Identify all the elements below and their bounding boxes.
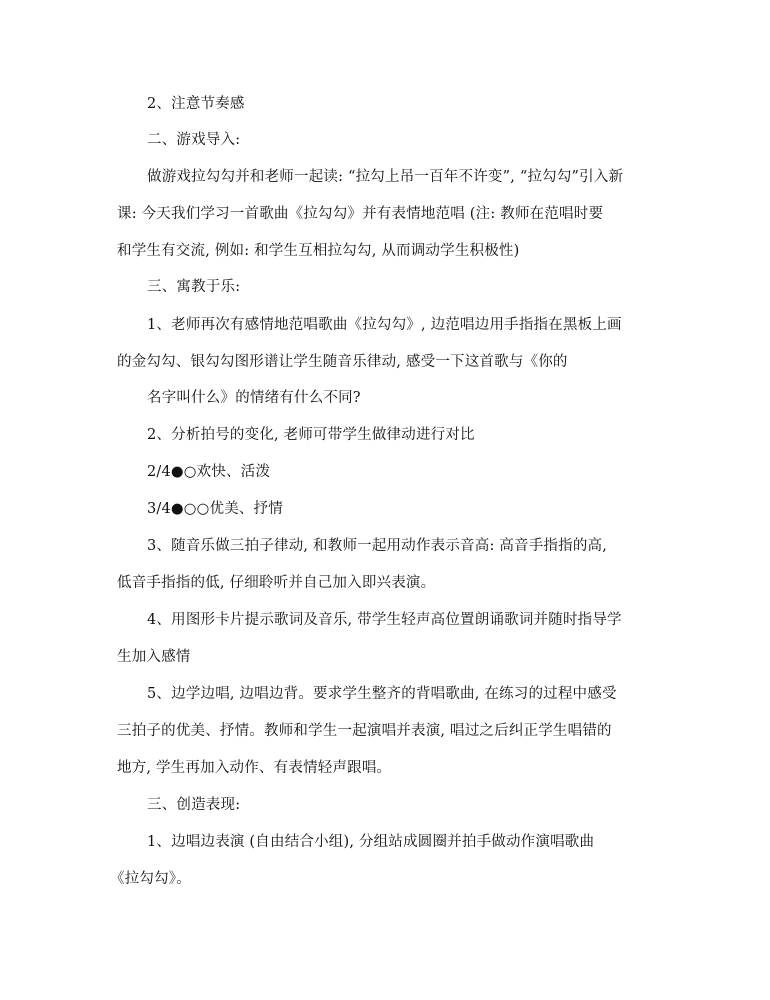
text-line-15: 4、用图形卡片提示歌词及音乐, 带学生轻声高位置朗诵歌词并随时指导学: [147, 612, 622, 628]
text-line-8: 的金勾勾、银勾勾图形谱让学生随音乐律动, 感受一下这首歌与《你的: [117, 354, 568, 370]
text-line-9: 名字叫什么》的情绪有什么不同?: [147, 390, 361, 406]
text-line-13: 3、随音乐做三拍子律动, 和教师一起用动作表示音高: 高音手指指的高,: [147, 538, 608, 554]
text-line-11: 2/4●○欢快、活泼: [147, 464, 271, 480]
text-line-18: 三拍子的优美、抒情。教师和学生一起演唱并表演, 唱过之后纠正学生唱错的: [117, 723, 612, 739]
text-line-22: 《拉勾勾》。: [110, 871, 191, 887]
text-line-21: 1、边唱边表演 (自由结合小组), 分组站成圆圈并拍手做动作演唱歌曲: [147, 834, 595, 850]
text-line-14: 低音手指指的低, 仔细聆听并自己加入即兴表演。: [117, 575, 436, 591]
text-line-10: 2、分析拍号的变化, 老师可带学生做律动进行对比: [147, 427, 475, 443]
text-line-2: 二、游戏导入:: [147, 132, 241, 148]
text-line-16: 生加入感情: [117, 649, 191, 665]
text-line-17: 5、边学边唱, 边唱边背。要求学生整齐的背唱歌曲, 在练习的过程中感受: [147, 686, 617, 702]
text-line-20: 三、创造表现:: [147, 797, 241, 813]
text-line-5: 和学生有交流, 例如: 和学生互相拉勾勾, 从而调动学生积极性): [117, 243, 520, 259]
text-line-4: 课: 今天我们学习一首歌曲《拉勾勾》并有表情地范唱 (注: 教师在范唱时要: [117, 206, 604, 222]
text-line-1: 2、注意节奏感: [147, 96, 245, 112]
text-line-12: 3/4●○○优美、抒情: [147, 501, 283, 517]
text-line-19: 地方, 学生再加入动作、有表情轻声跟唱。: [117, 760, 392, 776]
text-line-6: 三、寓教于乐:: [147, 279, 241, 295]
text-line-3: 做游戏拉勾勾并和老师一起读: “拉勾上吊一百年不许变”, “拉勾勾”引入新: [147, 169, 624, 185]
text-line-7: 1、老师再次有感情地范唱歌曲《拉勾勾》, 边范唱边用手指指在黑板上画: [147, 317, 622, 333]
